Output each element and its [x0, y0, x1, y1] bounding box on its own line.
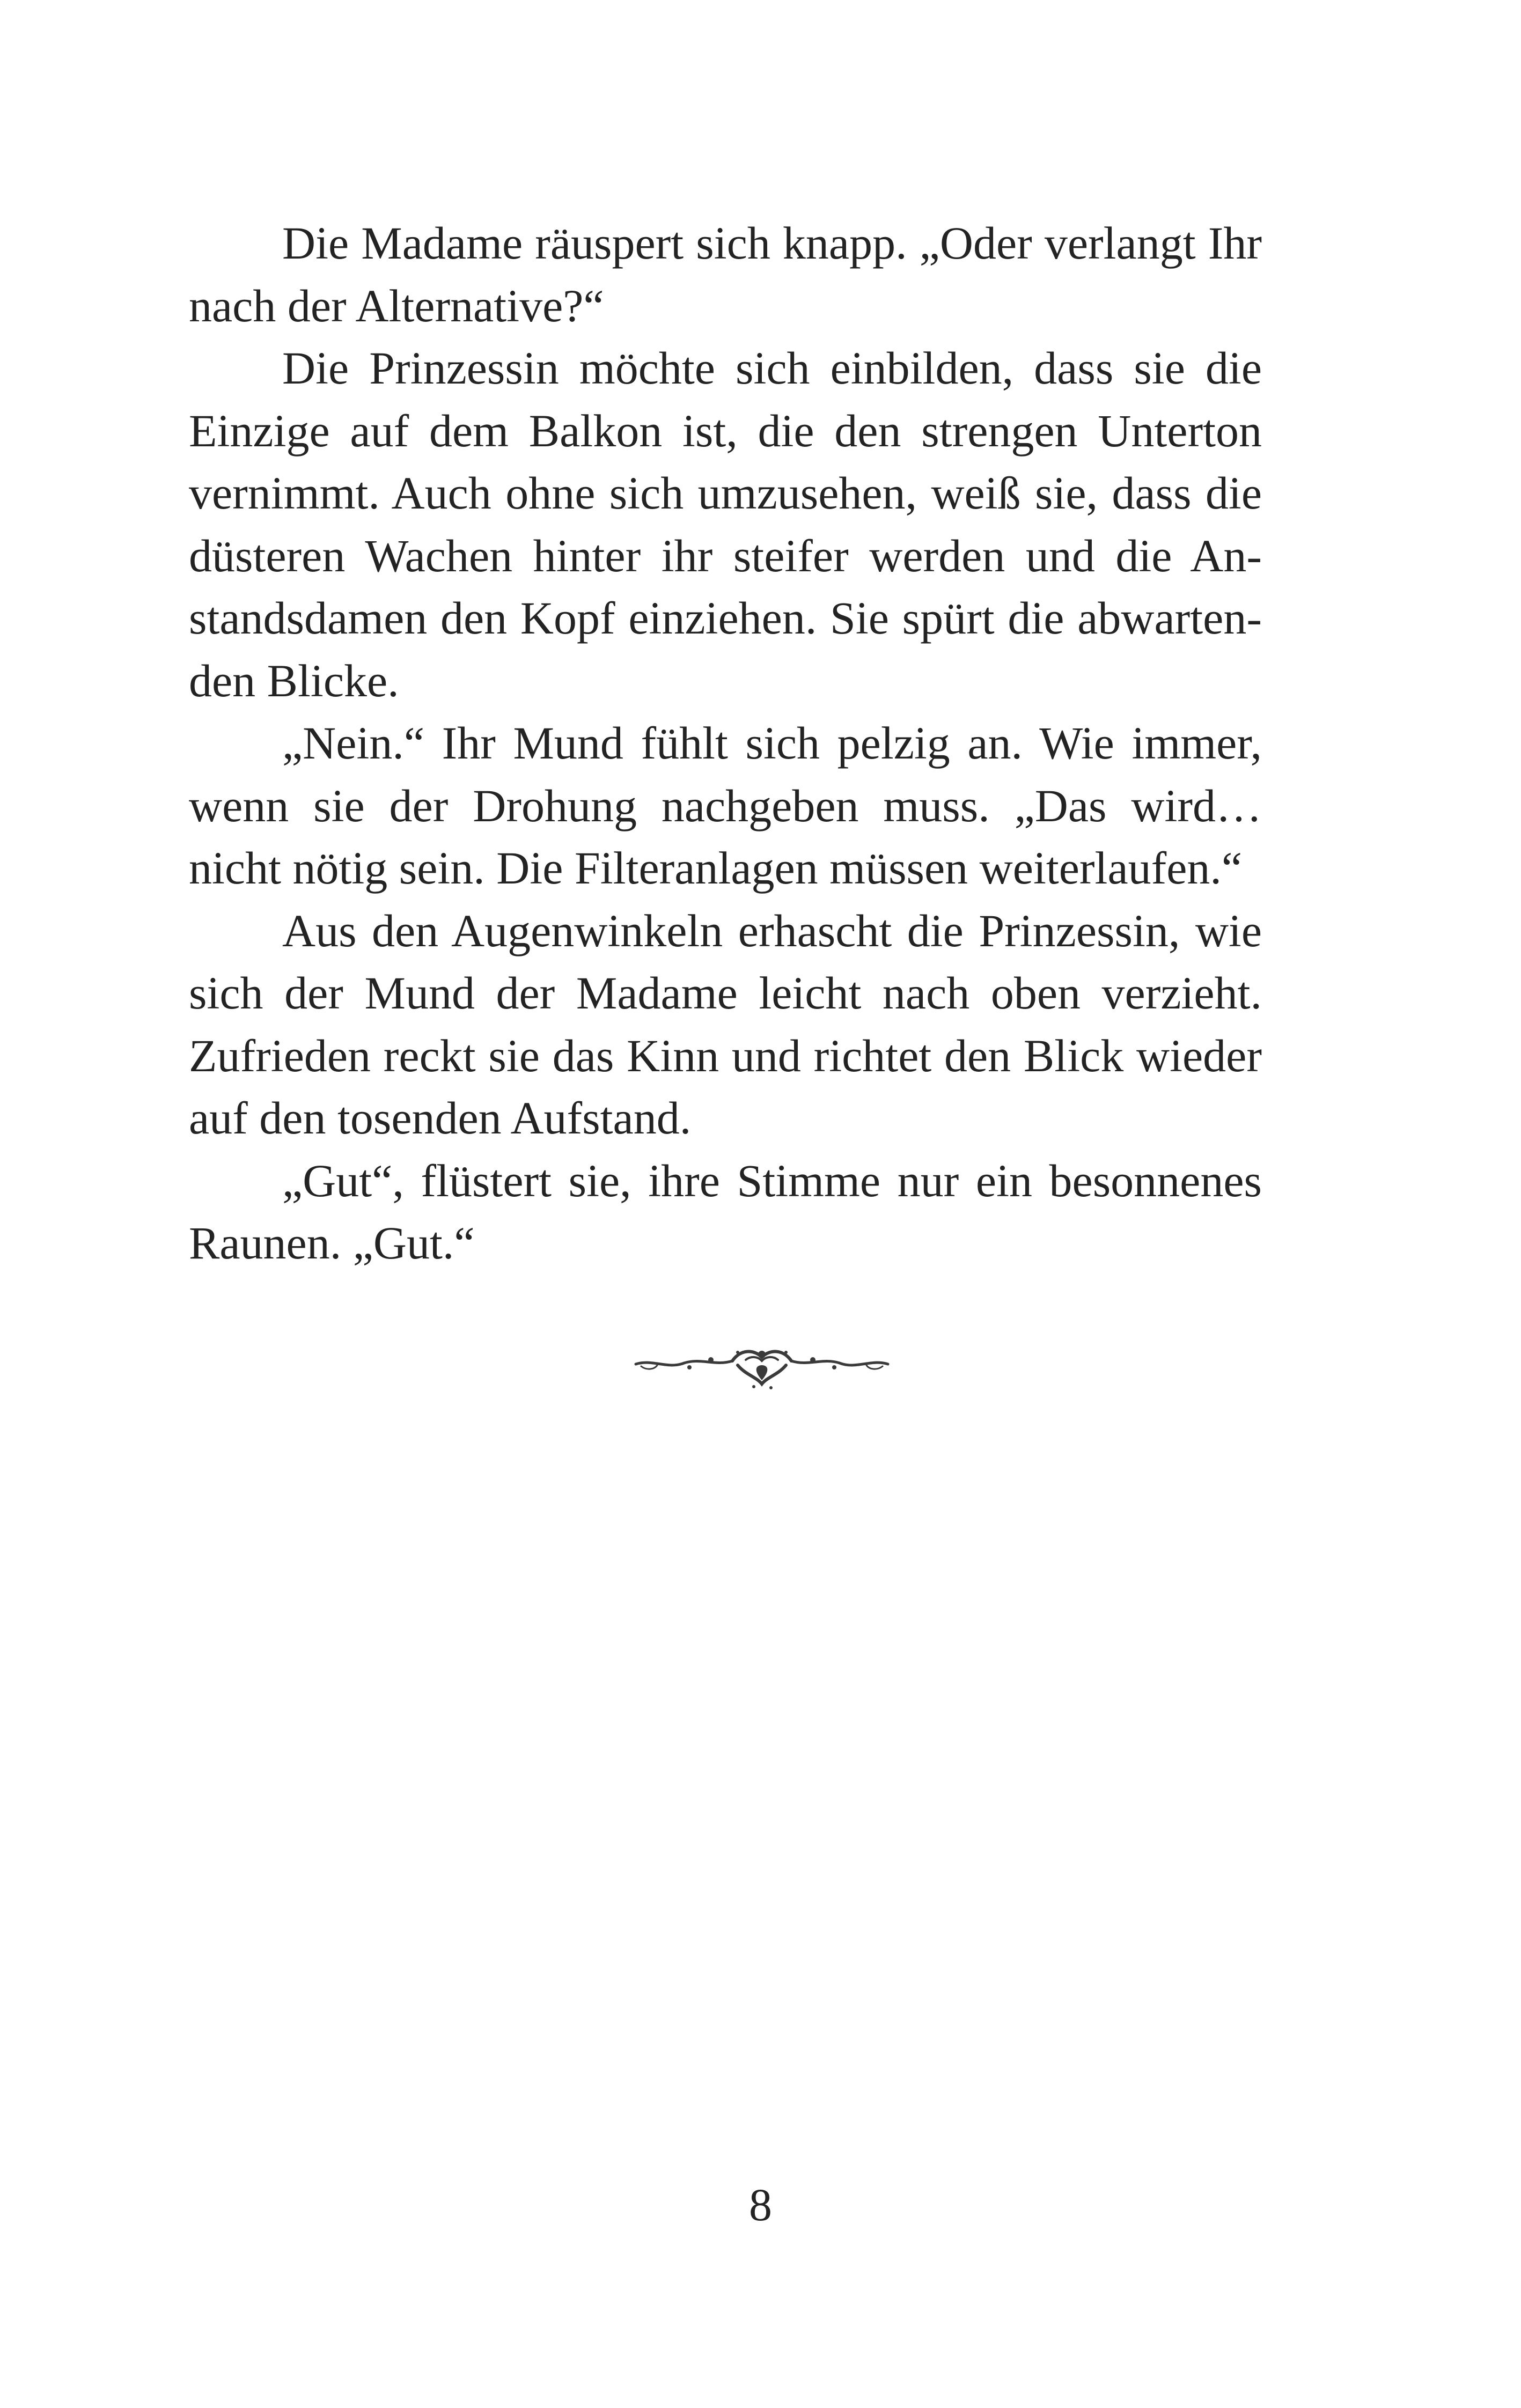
- paragraph-4: Aus den Augenwinkeln erhascht die Prinzessin, wie sich der Mund der Madame leicht nach oben verzieht. Zufrieden reckt sie das Kinn und richtet den Blick wieder auf den tosenden Aufstand.: [189, 904, 1262, 1144]
- paragraph-2: Die Prinzessin möchte sich einbilden, dass sie die Einzige auf dem Balkon ist, die den strengen Unterton vernimmt. Auch ohne sich umzusehen, weiß sie, dass die düsteren Wachen hinter ihr steifer werden und die Anstandsdamen den Kopf einziehen. Sie spürt die abwartenden Blicke.: [189, 342, 1262, 706]
- paragraph-3: „Nein.“ Ihr Mund fühlt sich pelzig an. Wie immer, wenn sie der Drohung nachgeben muss. „Das wird… nicht nötig sein. Die Filteranlagen müssen weiterlaufen.“: [189, 717, 1262, 894]
- paragraph-1: Die Madame räuspert sich knapp. „Oder verlangt Ihr nach der Alternative?“: [189, 217, 1262, 332]
- body-text: [189, 212, 1262, 1275]
- paragraph-5: „Gut“, flüstert sie, ihre Stimme nur ein besonnenes Raunen. „Gut.“: [189, 1154, 1262, 1269]
- ornamental-divider-icon: [630, 1333, 893, 1397]
- page-number: 8: [749, 2179, 772, 2230]
